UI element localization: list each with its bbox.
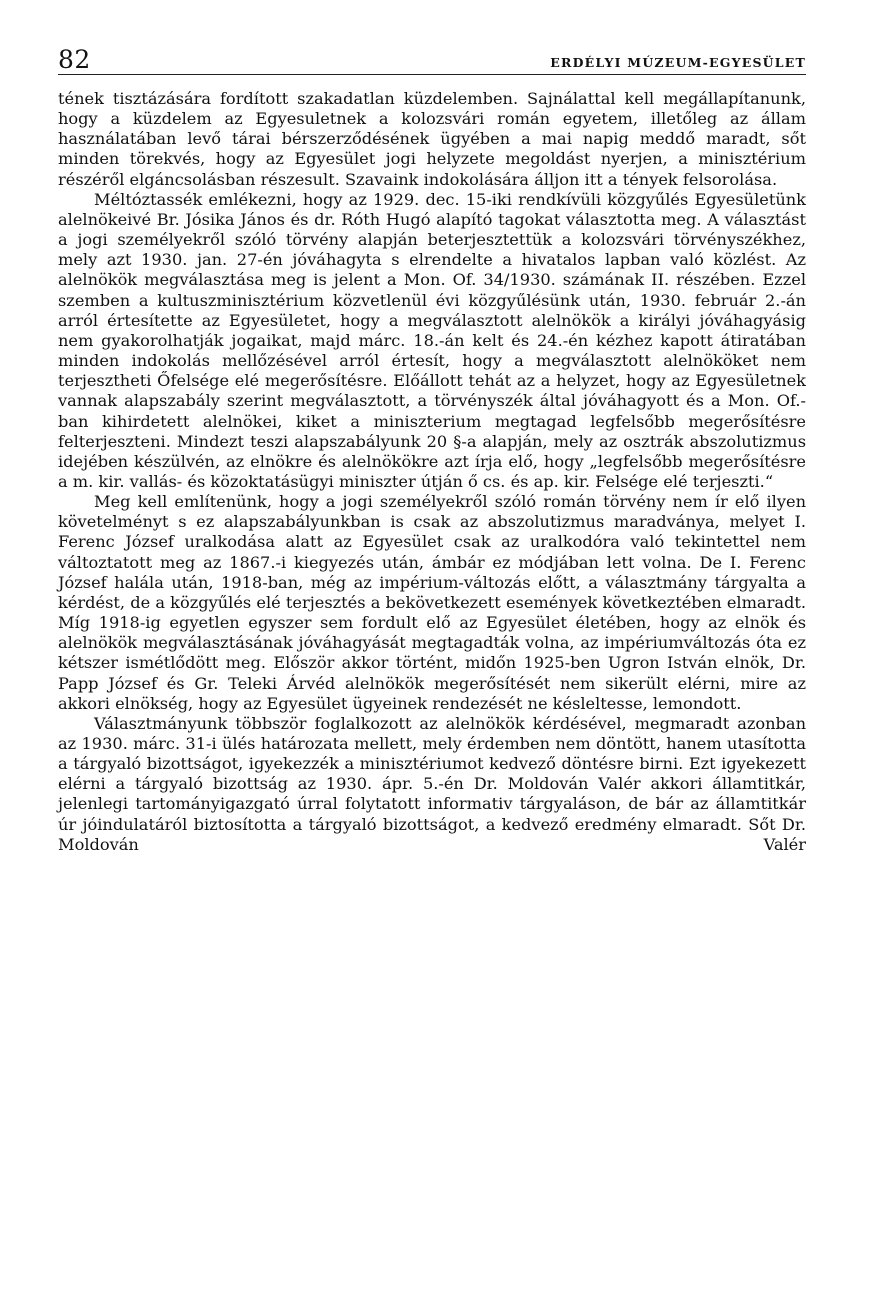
- paragraph: Méltóztassék emlékezni, hogy az 1929. dec. 15-iki rendkívüli közgyűlés Egyesületünk alelnökeivé Br. Jósika János és dr. Róth Hugó alapító tagokat választotta meg. A választást a jogi személyekről szóló törvény alapján beterjesztettük a kolozsvári törvényszékhez, mely azt 1930. jan. 27-én jóváhagyta s elrendelte a hivatalos lapban való közlést. Az alelnökök megválasztása meg is jelent a Mon. Of. 34/1930. számának II. részében. Ezzel szemben a kultuszminisztérium közvetlenül évi közgyűlésünk után, 1930. február 2.-án arról értesítette az Egyesületet, hogy a megválasztott alelnökök a királyi jóváhagyásig nem gyakorolhatják jogaikat, majd márc. 18.-án kelt és 24.-én kézhez kapott átiratában minden indokolás mellőzésével arról értesít, hogy a megválasztott alelnököket nem terjesztheti Őfelsége elé megerősítésre. Előállott tehát az a helyzet, hogy az Egyesületnek vannak alapszabály szerint megválasztott, a törvényszék által jóváhagyott és a Mon. Of.-ban kihirdetett alelnökei, kiket a miniszterium megtagad legfelsőbb megerősítésre felterjeszteni. Mindezt teszi alapszabályunk 20 §-a alapján, mely az osztrák abszolutizmus idejében készülvén, az elnökre és alelnökökre azt írja elő, hogy „legfelsőbb megerősítésre a m. kir. vallás- és közoktatásügyi miniszter útján ő cs. és ap. kir. Felsége elé terjeszti.“: [58, 189, 806, 491]
- running-head: ERDÉLYI MÚZEUM-EGYESÜLET: [550, 54, 806, 70]
- page-header: [58, 38, 806, 75]
- page-body: [58, 89, 806, 855]
- paragraph: Választmányunk többször foglalkozott az alelnökök kérdésével, megmaradt azonban az 1930. márc. 31-i ülés határozata mellett, mely érdemben nem döntött, hanem utasította a tárgyaló bizottságot, igyekezzék a minisztériumot kedvező döntésre birni. Ezt igyekezett elérni a tárgyaló bizottság az 1930. ápr. 5.-én Dr. Moldován Valér akkori államtitkár, jelenlegi tartományigazgató úrral folytatott informativ tárgyaláson, de bár az államtitkár úr jóindulatáról biztosította a tárgyaló bizottságot, a kedvező eredmény elmaradt. Sőt Dr. Moldován Valér: [58, 713, 806, 854]
- paragraph: tének tisztázására fordított szakadatlan küzdelemben. Sajnálattal kell megállapítanunk, hogy a küzdelem az Egyesuletnek a kolozsvári román egyetem, illetőleg az állam használatában levő tárai bérszerződésének ügyében a mai napig meddő maradt, sőt minden törekvés, hogy az Egyesület jogi helyzete megoldást nyerjen, a minisztérium részéről elgáncsolásban részesult. Szavaink indokolására álljon itt a tények felsorolása.: [58, 89, 806, 189]
- document-page: [58, 38, 806, 855]
- page-number: 82: [58, 45, 91, 74]
- paragraph: Meg kell említenünk, hogy a jogi személyekről szóló román törvény nem ír elő ilyen követelményt s ez alapszabályunkban is csak az abszolutizmus maradványa, melyet I. Ferenc József uralkodása alatt az Egyesület csak az uralkodóra való tekintettel nem változtatott meg az 1867.-i kiegyezés után, ámbár ez módjában lett volna. De I. Ferenc József halála után, 1918-ban, még az impérium-változás előtt, a választmány tárgyalta a kérdést, de a közgyűlés elé terjesztés a bekövetkezett események következtében elmaradt. Míg 1918-ig egyetlen egyszer sem fordult elő az Egyesület életében, hogy az elnök és alelnökök megválasztásának jóváhagyását megtagadták volna, az impériumváltozás óta ez kétszer ismétlődött meg. Először akkor történt, midőn 1925-ben Ugron István elnök, Dr. Papp József és Gr. Teleki Árvéd alelnökök megerősítését nem sikerült elérni, mire az akkori elnökség, hogy az Egyesület ügyeinek rendezését ne késleltesse, lemondott.: [58, 492, 806, 713]
